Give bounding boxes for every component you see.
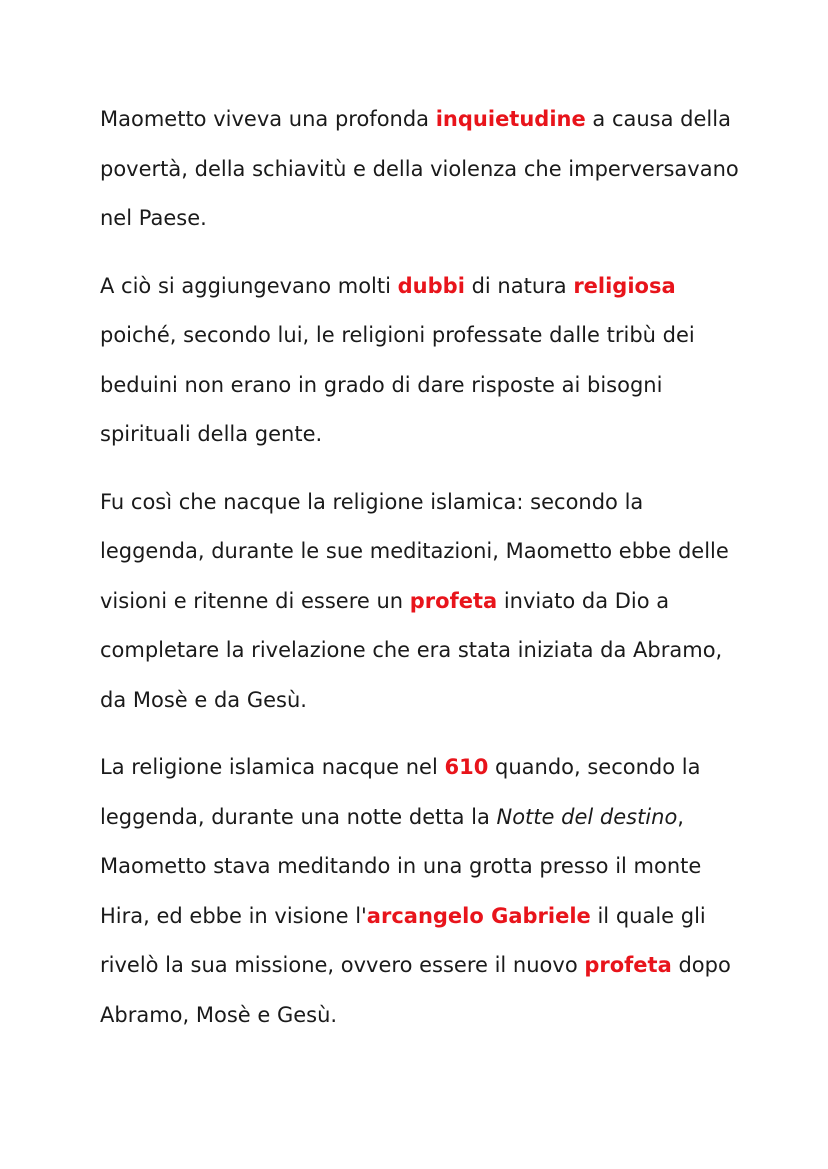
highlight-arcangelo-gabriele: arcangelo Gabriele bbox=[366, 903, 591, 928]
highlight-610: 610 bbox=[444, 755, 489, 779]
text-segment: , Maometto stava meditando in una grotta presso il monte Hira, ed ebbe in visione l' bbox=[100, 804, 702, 928]
highlight-profeta: profeta bbox=[584, 953, 672, 977]
text-segment: A ciò si aggiungevano molti bbox=[100, 273, 398, 298]
highlight-profeta: profeta bbox=[409, 588, 498, 613]
document-page bbox=[100, 95, 740, 1058]
paragraph-1 bbox=[100, 95, 740, 244]
italic-notte-del-destino: Notte del destino bbox=[496, 804, 678, 829]
text-segment: Maometto viveva una profonda bbox=[100, 107, 436, 131]
text-segment: dopo Abramo, Mosè e Gesù. bbox=[100, 953, 731, 1027]
text-segment: quando, secondo la leggenda, durante una notte detta la bbox=[100, 755, 701, 829]
text-segment: di natura bbox=[464, 273, 574, 298]
text-segment: il quale gli rivelò la sua missione, ovvero essere il nuovo bbox=[100, 903, 706, 977]
text-segment: La religione islamica nacque nel bbox=[100, 755, 445, 779]
highlight-dubbi: dubbi bbox=[397, 273, 465, 298]
text-segment: Fu così che nacque la religione islamica: secondo la leggenda, durante le sue meditazioni, Maometto ebbe delle visioni e ritenne di essere un bbox=[100, 489, 729, 613]
highlight-religiosa: religiosa bbox=[573, 273, 676, 298]
text-segment: poiché, secondo lui, le religioni professate dalle tribù dei beduini non erano in grado di dare risposte ai bisogni spirituali della gente. bbox=[100, 323, 695, 446]
highlight-inquietudine: inquietudine bbox=[435, 107, 586, 131]
paragraph-3 bbox=[100, 478, 740, 726]
paragraph-4 bbox=[100, 743, 740, 1040]
paragraph-2 bbox=[100, 262, 740, 460]
text-segment: inviato da Dio a completare la rivelazione che era stata iniziata da Abramo, da Mosè e da Gesù. bbox=[100, 588, 723, 712]
text-segment: a causa della povertà, della schiavitù e della violenza che imperversavano nel Paese. bbox=[100, 107, 739, 230]
